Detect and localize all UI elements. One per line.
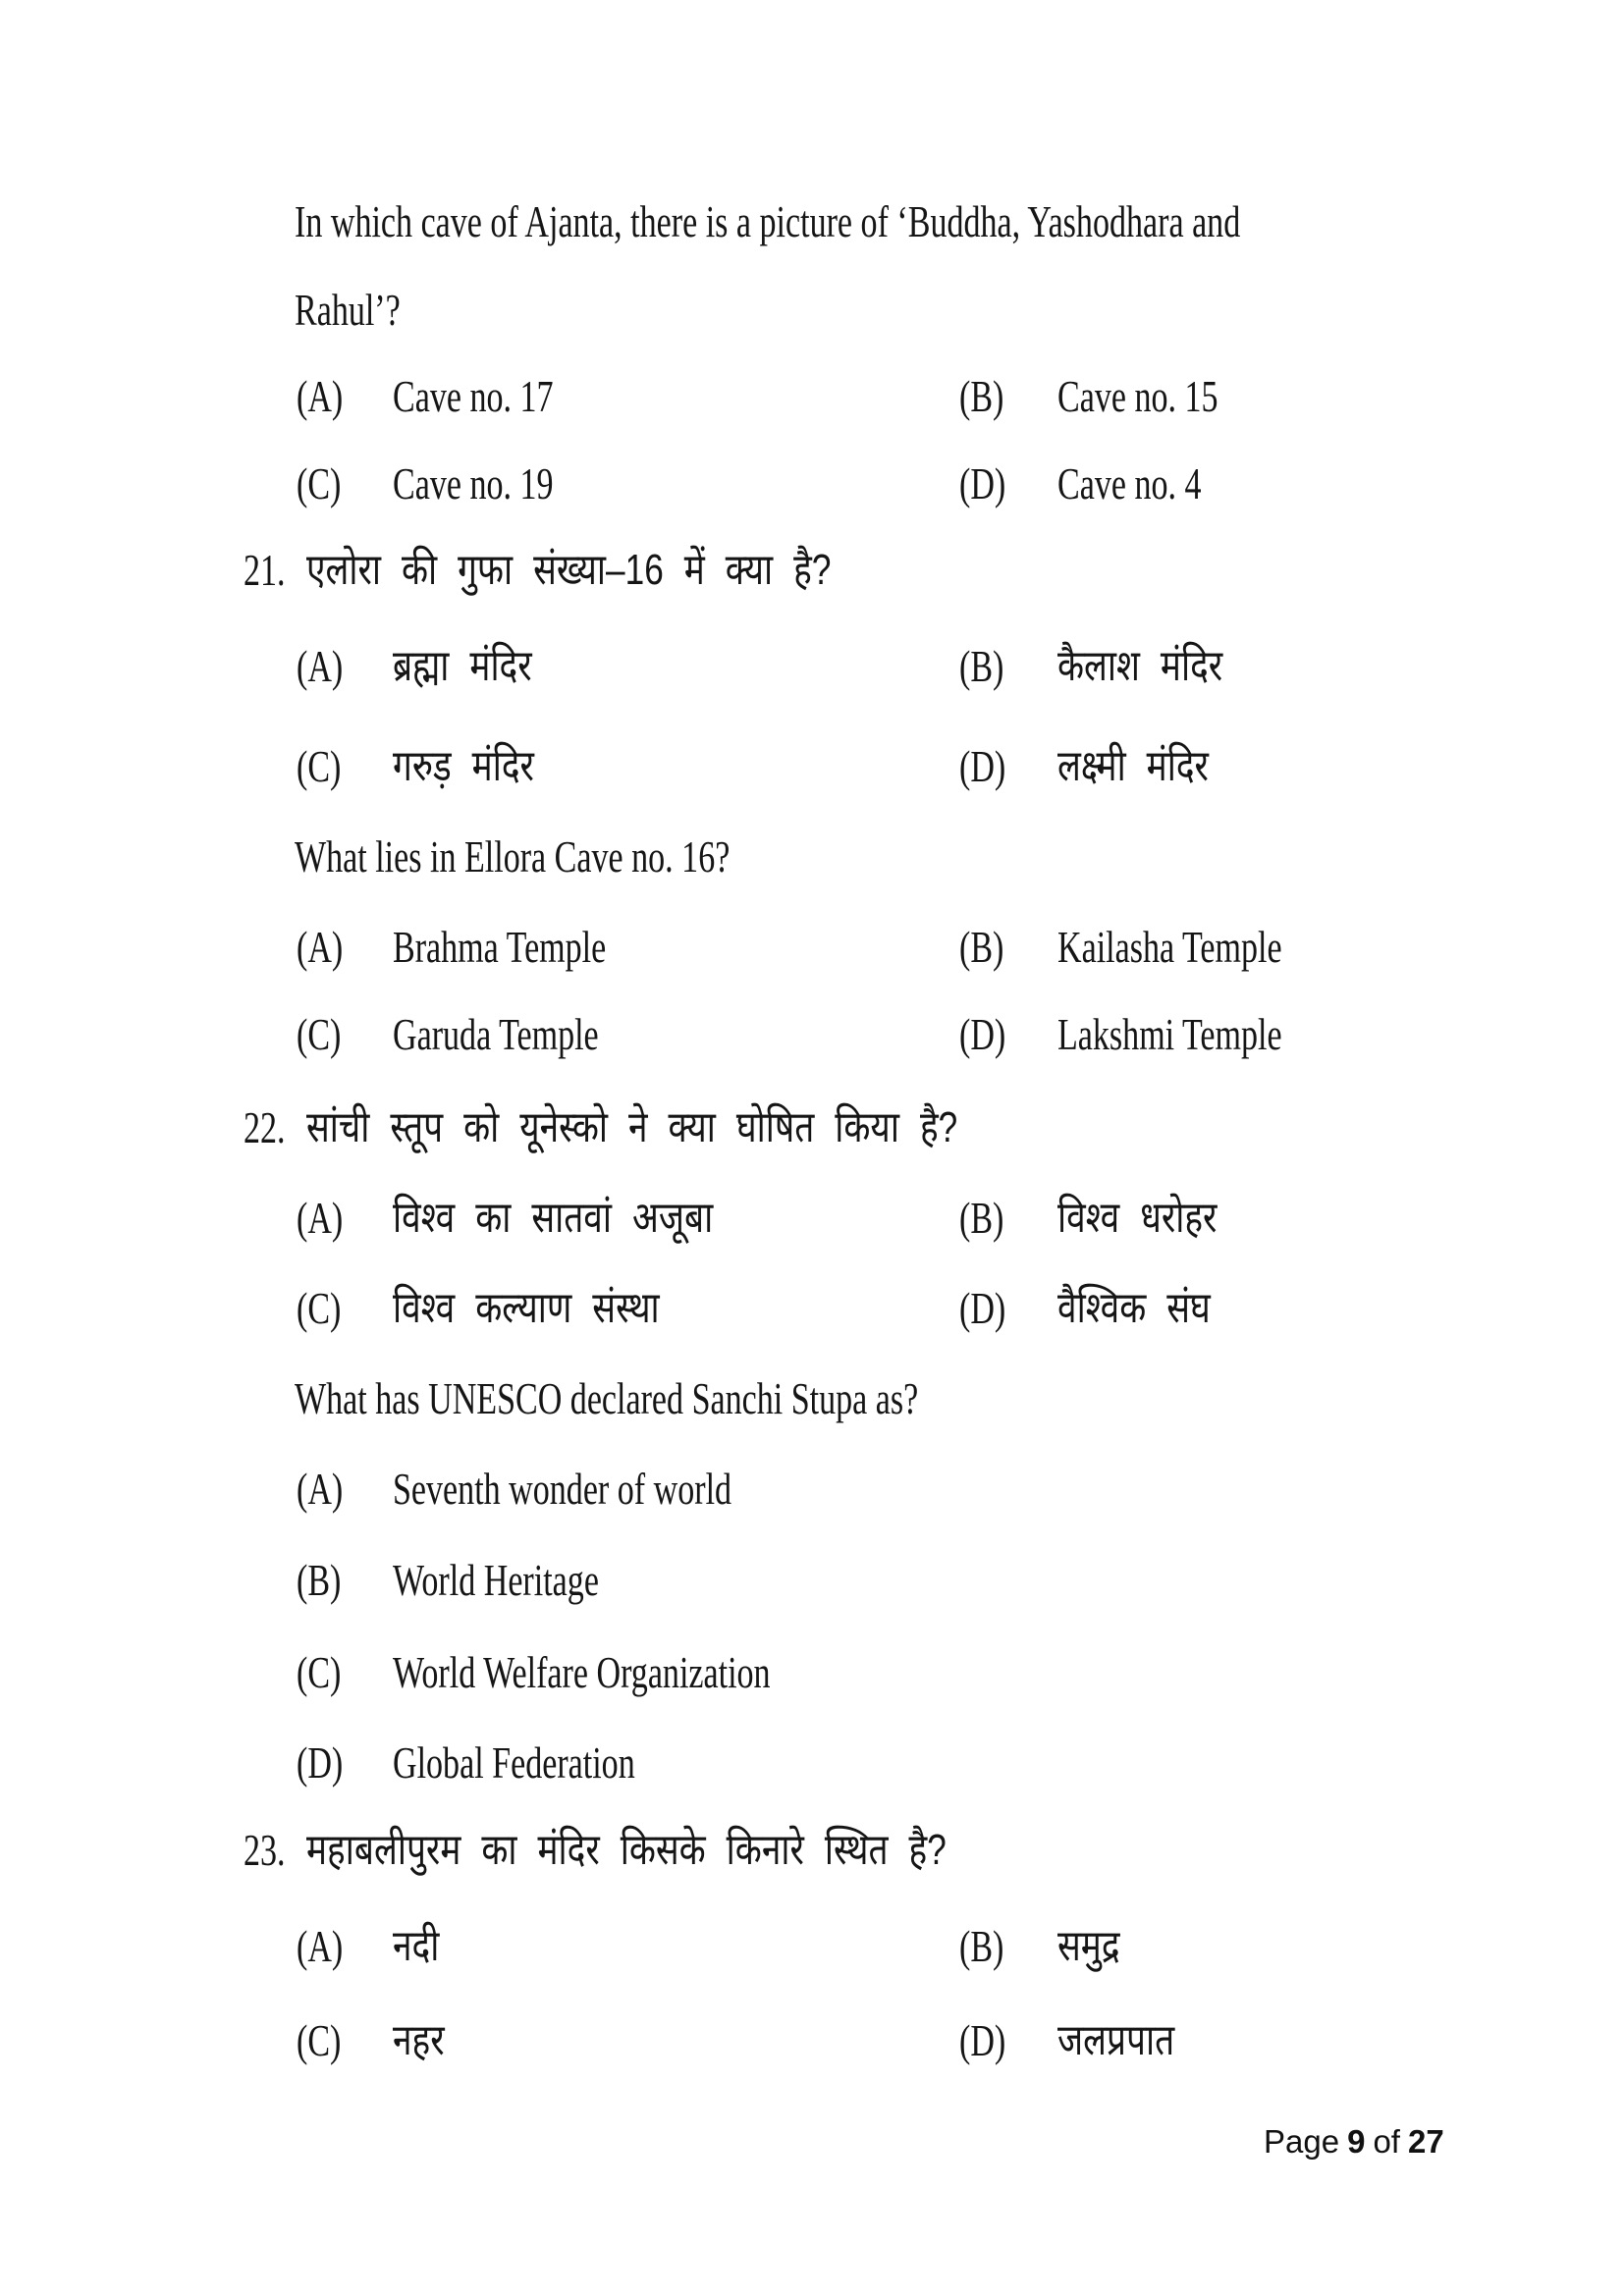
option-d-text: वैश्विक संघ (1057, 1284, 1211, 1332)
option-d-text: Lakshmi Temple (1057, 1009, 1282, 1059)
question21-english (0, 827, 1624, 887)
question-text (295, 280, 438, 341)
question22-english-text: What has UNESCO declared Sanchi Stupa as? (295, 1373, 919, 1423)
option-a-label: (A) (297, 641, 344, 691)
question22-hindi-options-cd (0, 1278, 1624, 1339)
question23-hindi-options-cd (0, 2010, 1624, 2071)
option-c-label: (C) (297, 1009, 342, 1059)
option-a-label: (A) (297, 1464, 344, 1514)
option-b-label: (B) (297, 1555, 342, 1605)
option-b-text: विश्व धरोहर (1057, 1194, 1218, 1242)
footer-page-label: Page (1264, 2123, 1340, 2160)
question22-english-option-c (0, 1642, 1624, 1703)
option-c-text: World Welfare Organization (393, 1647, 771, 1697)
option-d-text: Global Federation (393, 1737, 635, 1788)
question23-hindi-options-ab (0, 1916, 1624, 1977)
option-c-text: गरुड़ मंदिर (393, 742, 534, 790)
option-c-label: (C) (297, 1283, 342, 1333)
question23-number: 23. (244, 1825, 286, 1875)
page-footer (1264, 2120, 1444, 2163)
option-c-text: नहर (393, 2016, 445, 2064)
question22-english-option-d (0, 1733, 1624, 1793)
question22-hindi-text: सांची स्तूप को यूनेस्को ने क्या घोषित किया है? (306, 1103, 958, 1151)
option-b-text: Kailasha Temple (1057, 922, 1282, 972)
question21-english-options-ab (0, 917, 1624, 978)
option-c-label: (C) (297, 1647, 342, 1697)
footer-page-total: 27 (1407, 2123, 1444, 2160)
question21-hindi-options-ab (0, 636, 1624, 697)
option-d-label: (D) (959, 1009, 1006, 1059)
option-b-text: World Heritage (393, 1555, 599, 1605)
option-b-text: Cave no. 15 (1057, 371, 1218, 421)
option-a-text: Brahma Temple (393, 922, 607, 972)
option-a-text: विश्व का सातवां अजूबा (393, 1194, 714, 1242)
question22-english-option-b (0, 1550, 1624, 1611)
option-c-label: (C) (297, 458, 342, 508)
question21-hindi (0, 540, 1624, 601)
option-d-text: जलप्रपात (1057, 2016, 1175, 2064)
question-text (295, 191, 1573, 252)
option-a-label: (A) (297, 1193, 344, 1243)
option-d-label: (D) (959, 2015, 1006, 2065)
option-c-label: (C) (297, 741, 342, 791)
question22-hindi (0, 1097, 1624, 1158)
question23-hindi-text: महाबलीपुरम का मंदिर किसके किनारे स्थित है? (306, 1826, 947, 1874)
question-text-inner: In which cave of Ajanta, there is a picture of ‘Buddha, Yashodhara and (295, 196, 1241, 246)
option-c-label: (C) (297, 2015, 342, 2065)
footer-page-number: 9 (1347, 2123, 1366, 2160)
option-b-label: (B) (959, 1193, 1004, 1243)
question21-english-text: What lies in Ellora Cave no. 16? (295, 831, 731, 881)
option-b-text: समुद्र (1057, 1922, 1120, 1970)
option-a-text: Seventh wonder of world (393, 1464, 732, 1514)
footer-of-label: of (1373, 2123, 1400, 2160)
option-a-label: (A) (297, 1921, 344, 1971)
question20-options-row-cd (0, 454, 1624, 514)
question22-number: 22. (244, 1102, 286, 1152)
option-a-text: Cave no. 17 (393, 371, 554, 421)
question20-english-line1 (0, 191, 1624, 252)
option-b-label: (B) (959, 641, 1004, 691)
question21-hindi-text: एलोरा की गुफा संख्या–16 में क्या है? (306, 546, 832, 594)
option-b-text: कैलाश मंदिर (1057, 642, 1223, 690)
question20-english-line2 (0, 280, 1624, 341)
question23-hindi (0, 1820, 1624, 1881)
option-d-text: लक्ष्मी मंदिर (1057, 742, 1209, 790)
option-c-text: Cave no. 19 (393, 458, 554, 508)
option-d-label: (D) (297, 1737, 344, 1788)
question-text-inner: Rahul’? (295, 285, 401, 335)
question21-hindi-options-cd (0, 736, 1624, 797)
option-b-label: (B) (959, 1921, 1004, 1971)
option-c-text: Garuda Temple (393, 1009, 599, 1059)
option-a-label: (A) (297, 371, 344, 421)
option-b-label: (B) (959, 922, 1004, 972)
option-d-text: Cave no. 4 (1057, 458, 1202, 508)
option-d-label: (D) (959, 741, 1006, 791)
question22-english (0, 1368, 1624, 1429)
option-a-text: ब्रह्मा मंदिर (393, 642, 532, 690)
question22-english-option-a (0, 1459, 1624, 1520)
option-b-label: (B) (959, 371, 1004, 421)
question21-english-options-cd (0, 1004, 1624, 1065)
question22-hindi-options-ab (0, 1188, 1624, 1249)
question21-number: 21. (244, 545, 286, 595)
question20-options-row-ab (0, 366, 1624, 427)
option-d-label: (D) (959, 458, 1006, 508)
option-a-text: नदी (393, 1922, 440, 1970)
option-a-label: (A) (297, 922, 344, 972)
option-c-text: विश्व कल्याण संस्था (393, 1284, 660, 1332)
option-d-label: (D) (959, 1283, 1006, 1333)
